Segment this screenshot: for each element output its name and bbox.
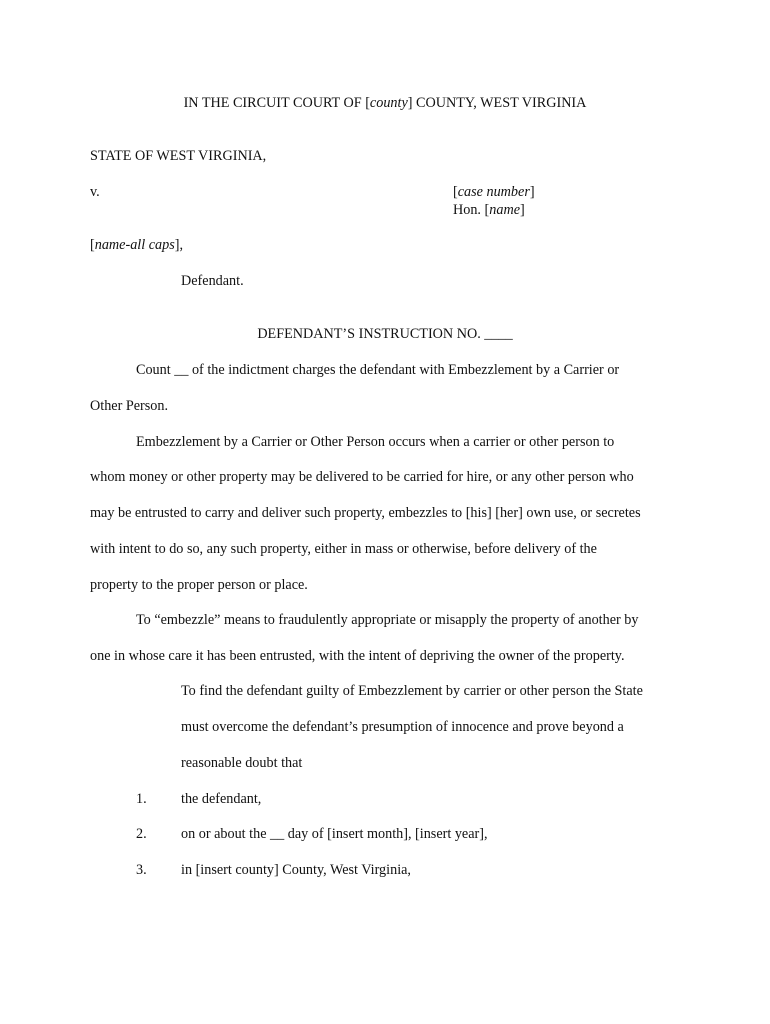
paragraph-line: must overcome the defendant’s presumption of innocence and prove beyond a <box>181 719 624 735</box>
element-number: 3. <box>136 862 147 878</box>
paragraph-line: reasonable doubt that <box>181 755 303 771</box>
element-number: 2. <box>136 826 147 842</box>
plaintiff-name: STATE OF WEST VIRGINIA, <box>90 148 267 164</box>
paragraph-line: whom money or other property may be delivered to be carried for hire, or any other person who <box>90 469 634 485</box>
paragraph-line: one in whose care it has been entrusted, with the intent of depriving the owner of the property. <box>90 648 625 664</box>
defendant-label: Defendant. <box>181 273 244 289</box>
judge-name: Hon. [name] <box>453 202 525 218</box>
paragraph-line: Other Person. <box>90 398 169 414</box>
element-text: in [insert county] County, West Virginia, <box>181 862 411 878</box>
paragraph-line: To find the defendant guilty of Embezzlement by carrier or other person the State <box>181 683 643 699</box>
defendant-name: [name-all caps], <box>90 237 184 253</box>
element-number: 1. <box>136 791 147 807</box>
instruction-title: DEFENDANT’S INSTRUCTION NO. ____ <box>257 326 513 342</box>
paragraph-line: may be entrusted to carry and deliver such property, embezzles to [his] [her] own use, or secretes <box>90 505 641 521</box>
paragraph-line: property to the proper person or place. <box>90 577 308 593</box>
county-placeholder: county <box>369 95 408 111</box>
versus-label: v. <box>90 184 100 200</box>
court-heading: IN THE CIRCUIT COURT OF [county] COUNTY, WEST VIRGINIA <box>183 95 587 111</box>
paragraph-line: Count __ of the indictment charges the defendant with Embezzlement by a Carrier or <box>136 362 620 378</box>
element-text: on or about the __ day of [insert month], [insert year], <box>181 826 488 842</box>
paragraph-line: with intent to do so, any such property, either in mass or otherwise, before delivery of the <box>90 541 597 557</box>
paragraph-line: To “embezzle” means to fraudulently appropriate or misapply the property of another by <box>136 612 639 628</box>
case-number: [case number] <box>453 184 535 200</box>
element-text: the defendant, <box>181 791 262 807</box>
paragraph-line: Embezzlement by a Carrier or Other Person occurs when a carrier or other person to <box>136 434 615 450</box>
